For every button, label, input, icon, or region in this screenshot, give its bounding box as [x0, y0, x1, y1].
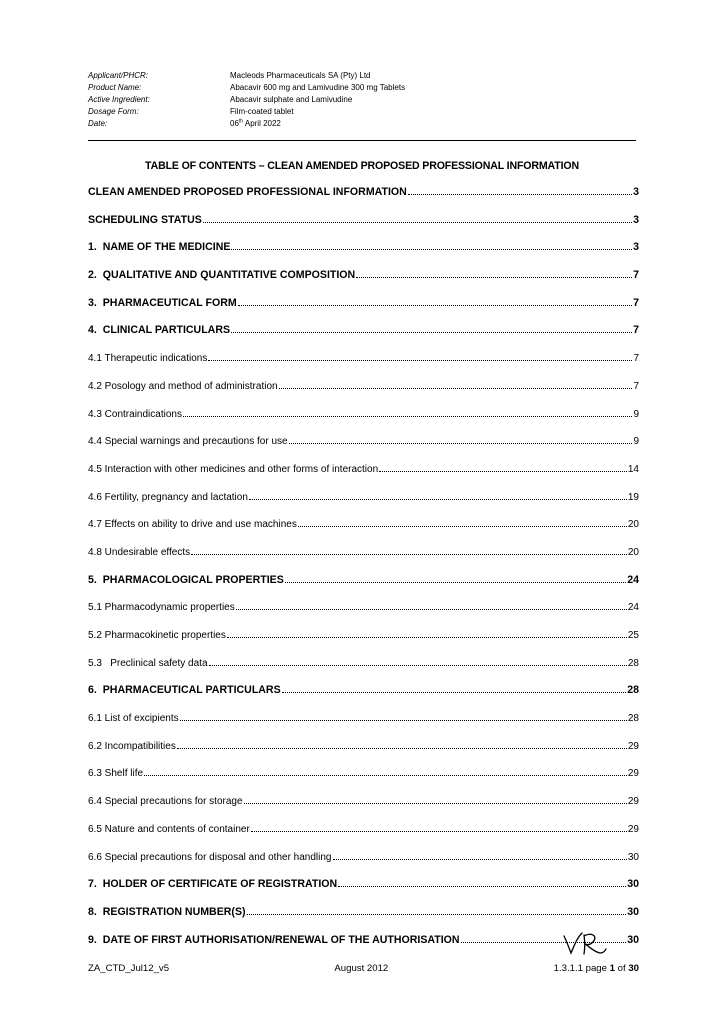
header-value: Film-coated tablet: [230, 107, 294, 116]
toc-entry-page: 20: [627, 519, 639, 531]
footer-current-page: 1: [609, 963, 615, 974]
toc-entry-title: 5.2 Pharmacokinetic properties: [88, 630, 226, 641]
toc-entry-page: 30: [627, 878, 639, 891]
header-value: Abacavir 600 mg and Lamivudine 300 mg Tablets: [230, 83, 406, 92]
toc-entry-page: 7: [633, 296, 639, 309]
toc-entry-page: 9: [633, 436, 639, 448]
toc-entry[interactable]: [88, 324, 639, 352]
toc-dot-leader: [144, 767, 627, 776]
toc-dot-leader: [183, 408, 632, 417]
toc-entry-page: 29: [627, 823, 639, 835]
toc-entry-title: 4.2 Posology and method of administration: [88, 380, 278, 392]
toc-entry-title: 1. NAME OF THE MEDICINE: [88, 241, 231, 254]
toc-entry-title: 5. PHARMACOLOGICAL PROPERTIES: [88, 573, 284, 586]
toc-entry[interactable]: [88, 712, 639, 740]
toc-entry-page: 7: [633, 353, 639, 365]
header-date-value: [230, 118, 638, 130]
toc-entry[interactable]: [88, 214, 639, 242]
toc-entry[interactable]: [88, 934, 639, 962]
footer-page-of: of: [614, 963, 629, 974]
toc-entry[interactable]: [88, 186, 639, 214]
toc-entry-title: 6.1 List of excipients: [88, 713, 179, 725]
footer-doc-code: ZA_CTD_Jul12_v5: [88, 963, 170, 974]
header-label: Product Name:: [88, 83, 142, 92]
toc-dot-leader: [282, 684, 627, 693]
toc-entry-page: 28: [627, 713, 639, 725]
toc-dot-leader: [408, 186, 632, 195]
toc-entry-page: 9: [633, 408, 639, 420]
toc-entry-title: 6.4 Special precautions for storage: [88, 796, 243, 808]
toc-dot-leader: [209, 657, 627, 666]
toc-dot-leader: [333, 851, 627, 860]
toc-dot-leader: [289, 435, 633, 444]
toc-dot-leader: [249, 491, 627, 500]
header-row-active-ingredient: [88, 94, 638, 106]
toc-entry-title: 4.3 Contraindications: [88, 408, 182, 420]
toc-dot-leader: [191, 546, 627, 555]
toc-entry[interactable]: [88, 352, 639, 380]
toc-entry[interactable]: [88, 795, 639, 823]
header-row-product-name: [88, 82, 638, 94]
toc-entry-page: 14: [627, 463, 639, 475]
toc-dot-leader: [244, 795, 627, 804]
toc-dot-leader: [298, 518, 627, 527]
page-footer: [88, 963, 639, 974]
footer-page-prefix: 1.3.1.1 page: [553, 963, 610, 974]
toc-entry[interactable]: [88, 463, 639, 491]
header-label: Dosage Form:: [88, 107, 139, 116]
toc-entry-page: 24: [627, 602, 639, 614]
toc-entry[interactable]: [88, 906, 639, 934]
footer-total-pages: 30: [628, 963, 639, 974]
toc-dot-leader: [231, 241, 632, 250]
toc-dot-leader: [356, 269, 632, 278]
toc-entry[interactable]: [88, 297, 639, 325]
signature-initials: [560, 928, 610, 958]
toc-entry[interactable]: [88, 657, 639, 685]
toc-entry-title: 5.1 Pharmacodynamic properties: [88, 602, 235, 614]
toc-dot-leader: [180, 712, 627, 721]
toc-dot-leader: [203, 214, 632, 223]
toc-entry[interactable]: [88, 601, 639, 629]
toc-entry[interactable]: [88, 546, 639, 574]
toc-entry-page: 20: [627, 546, 639, 558]
toc-entry-page: 25: [627, 630, 639, 641]
toc-dot-leader: [236, 601, 627, 610]
toc-entry-page: 28: [627, 684, 639, 697]
header-label: Applicant/PHCR:: [88, 71, 149, 80]
toc-entry-page: 7: [633, 269, 639, 282]
date-ordinal-suffix: th: [238, 118, 244, 125]
header-label: Active Ingredient:: [88, 95, 150, 104]
toc-entry-title: 6.5 Nature and contents of container: [88, 823, 250, 835]
toc-entry-page: 24: [627, 573, 639, 586]
toc-dot-leader: [285, 574, 626, 583]
toc-dot-leader: [177, 740, 627, 749]
toc-entry-title: CLEAN AMENDED PROPOSED PROFESSIONAL INFORMATION: [88, 186, 407, 198]
date-month-year: April 2022: [243, 119, 281, 128]
toc-entry[interactable]: [88, 269, 639, 297]
toc-dot-leader: [247, 906, 627, 915]
toc-entry-page: 7: [633, 324, 639, 337]
toc-entry-page: 30: [627, 905, 639, 918]
toc-entry-page: 29: [627, 796, 639, 808]
toc-entry-page: 19: [627, 491, 639, 503]
toc-entry-title: SCHEDULING STATUS: [88, 213, 202, 226]
toc-dot-leader: [379, 463, 627, 472]
toc-entry-page: 30: [627, 933, 639, 946]
header-label: Date:: [88, 119, 108, 128]
header-value: Abacavir sulphate and Lamivudine: [230, 95, 353, 104]
document-header: [88, 70, 638, 130]
toc-entry[interactable]: [88, 851, 639, 879]
header-row-dosage-form: [88, 106, 638, 118]
toc-entry-title: 9. DATE OF FIRST AUTHORISATION/RENEWAL OF THE AUTHORISATION: [88, 933, 460, 946]
toc-dot-leader: [227, 629, 627, 638]
toc-dot-leader: [208, 352, 632, 361]
toc-entry[interactable]: [88, 767, 639, 795]
toc-entry-page: 29: [627, 740, 639, 752]
footer-date: August 2012: [334, 963, 389, 974]
toc-entry-page: 28: [627, 657, 639, 669]
toc-entry-title: 4.4 Special warnings and precautions for use: [88, 436, 288, 448]
toc-entry-page: 30: [627, 851, 639, 863]
toc-entry-title: 8. REGISTRATION NUMBER(S): [88, 905, 246, 918]
toc-entry-title: 6. PHARMACEUTICAL PARTICULARS: [88, 684, 281, 697]
toc-entry[interactable]: [88, 241, 639, 269]
footer-page-number: [554, 963, 639, 974]
toc-entry-page: 3: [633, 241, 639, 254]
toc-entry[interactable]: [88, 380, 639, 408]
toc-entry-title: 7. HOLDER OF CERTIFICATE OF REGISTRATION: [88, 878, 338, 891]
toc-entry[interactable]: [88, 435, 639, 463]
toc-entry-title: 4.8 Undesirable effects: [88, 546, 191, 558]
toc-entry[interactable]: [88, 823, 639, 851]
toc-entry-page: 3: [633, 213, 639, 226]
toc-dot-leader: [338, 878, 626, 887]
header-row-applicant: [88, 70, 638, 82]
header-divider: [88, 140, 636, 141]
toc-dot-leader: [279, 380, 633, 389]
toc-entry[interactable]: [88, 408, 639, 436]
toc-dot-leader: [231, 324, 632, 333]
toc-entry-title: 6.3 Shelf life: [88, 768, 144, 780]
header-value: Macleods Pharmaceuticals SA (Pty) Ltd: [230, 71, 371, 80]
toc-entry[interactable]: [88, 740, 639, 768]
toc-entry-title: 3. PHARMACEUTICAL FORM: [88, 296, 237, 309]
toc-entry-title: 5.3 Preclinical safety data: [88, 657, 208, 669]
toc-title: TABLE OF CONTENTS – CLEAN AMENDED PROPOSED PROFESSIONAL INFORMATION: [145, 160, 579, 172]
toc-entry[interactable]: [88, 574, 639, 602]
toc-entry[interactable]: [88, 878, 639, 906]
table-of-contents: [88, 186, 639, 961]
toc-entry-title: 4.5 Interaction with other medicines and other forms of interaction: [88, 463, 379, 475]
toc-entry-page: 29: [627, 768, 639, 780]
toc-entry-title: 4.6 Fertility, pregnancy and lactation: [88, 491, 248, 503]
toc-entry-title: 2. QUALITATIVE AND QUANTITATIVE COMPOSITION: [88, 269, 356, 282]
toc-entry-page: 3: [633, 186, 639, 198]
toc-entry-title: 4. CLINICAL PARTICULARS: [88, 324, 231, 337]
header-row-date: [88, 118, 638, 130]
date-day: 06: [230, 119, 239, 128]
toc-entry[interactable]: [88, 629, 639, 657]
toc-entry-title: 4.1 Therapeutic indications: [88, 353, 208, 365]
toc-entry-title: 4.7 Effects on ability to drive and use machines: [88, 519, 297, 531]
toc-entry-page: 7: [633, 380, 639, 392]
toc-entry[interactable]: [88, 518, 639, 546]
toc-entry[interactable]: [88, 684, 639, 712]
toc-dot-leader: [238, 297, 632, 306]
toc-dot-leader: [251, 823, 627, 832]
toc-entry-title: 6.6 Special precautions for disposal and other handling: [88, 851, 332, 863]
toc-entry[interactable]: [88, 491, 639, 519]
toc-entry-title: 6.2 Incompatibilities: [88, 740, 176, 752]
